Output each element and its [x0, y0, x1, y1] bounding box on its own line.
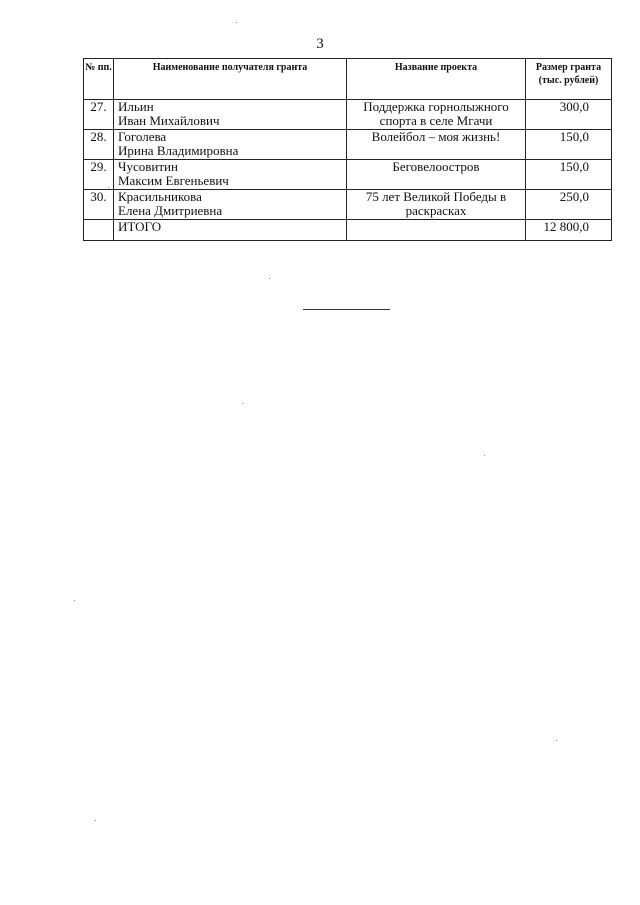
recipient-surname: Чусовитин	[118, 159, 178, 174]
grant-amount: 250,0	[526, 190, 612, 220]
scan-speck	[74, 600, 75, 601]
scan-speck	[556, 740, 557, 741]
scan-speck	[236, 22, 237, 23]
table-row	[84, 130, 612, 160]
recipient-name	[114, 130, 347, 160]
row-num: 29.	[84, 160, 114, 190]
grant-amount: 300,0	[526, 100, 612, 130]
recipient-surname: Гоголева	[118, 129, 167, 144]
project-title: Волейбол – моя жизнь!	[347, 130, 526, 160]
recipient-surname: Ильин	[118, 99, 154, 114]
table-row	[84, 160, 612, 190]
row-num: 30.	[84, 190, 114, 220]
project-title: Поддержка горнолыжного спорта в селе Мгачи	[347, 100, 526, 130]
row-num: 27.	[84, 100, 114, 130]
scan-speck	[95, 820, 96, 821]
project-title: 75 лет Великой Победы в раскрасках	[347, 190, 526, 220]
row-num: 28.	[84, 130, 114, 160]
project-title: Беговелоостров	[347, 160, 526, 190]
recipient-given-names: Елена Дмитриевна	[118, 203, 223, 218]
total-project-empty	[347, 220, 526, 241]
scan-speck	[269, 278, 270, 279]
header-num: № пп.	[84, 59, 114, 100]
total-amount: 12 800,0	[526, 220, 612, 241]
recipient-surname: Красильникова	[118, 189, 202, 204]
total-num-empty	[84, 220, 114, 241]
scan-speck	[484, 455, 485, 456]
end-rule	[303, 309, 390, 310]
table-header-row	[84, 59, 612, 100]
recipient-given-names: Ирина Владимировна	[118, 143, 239, 158]
grant-amount: 150,0	[526, 160, 612, 190]
scan-speck	[242, 403, 243, 404]
header-project: Название проекта	[347, 59, 526, 100]
recipient-name	[114, 160, 347, 190]
recipient-name	[114, 100, 347, 130]
total-row	[84, 220, 612, 241]
total-label: ИТОГО	[114, 220, 347, 241]
grant-amount: 150,0	[526, 130, 612, 160]
header-amount: Размер гранта (тыс. рублей)	[526, 59, 612, 100]
header-name: Наименование получателя гранта	[114, 59, 347, 100]
table-row	[84, 100, 612, 130]
scan-speck	[108, 187, 109, 188]
recipient-given-names: Максим Евгеньевич	[118, 173, 229, 188]
recipient-given-names: Иван Михайлович	[118, 113, 220, 128]
table-row	[84, 190, 612, 220]
recipient-name	[114, 190, 347, 220]
page-number: 3	[316, 36, 324, 52]
grants-table	[83, 58, 612, 241]
